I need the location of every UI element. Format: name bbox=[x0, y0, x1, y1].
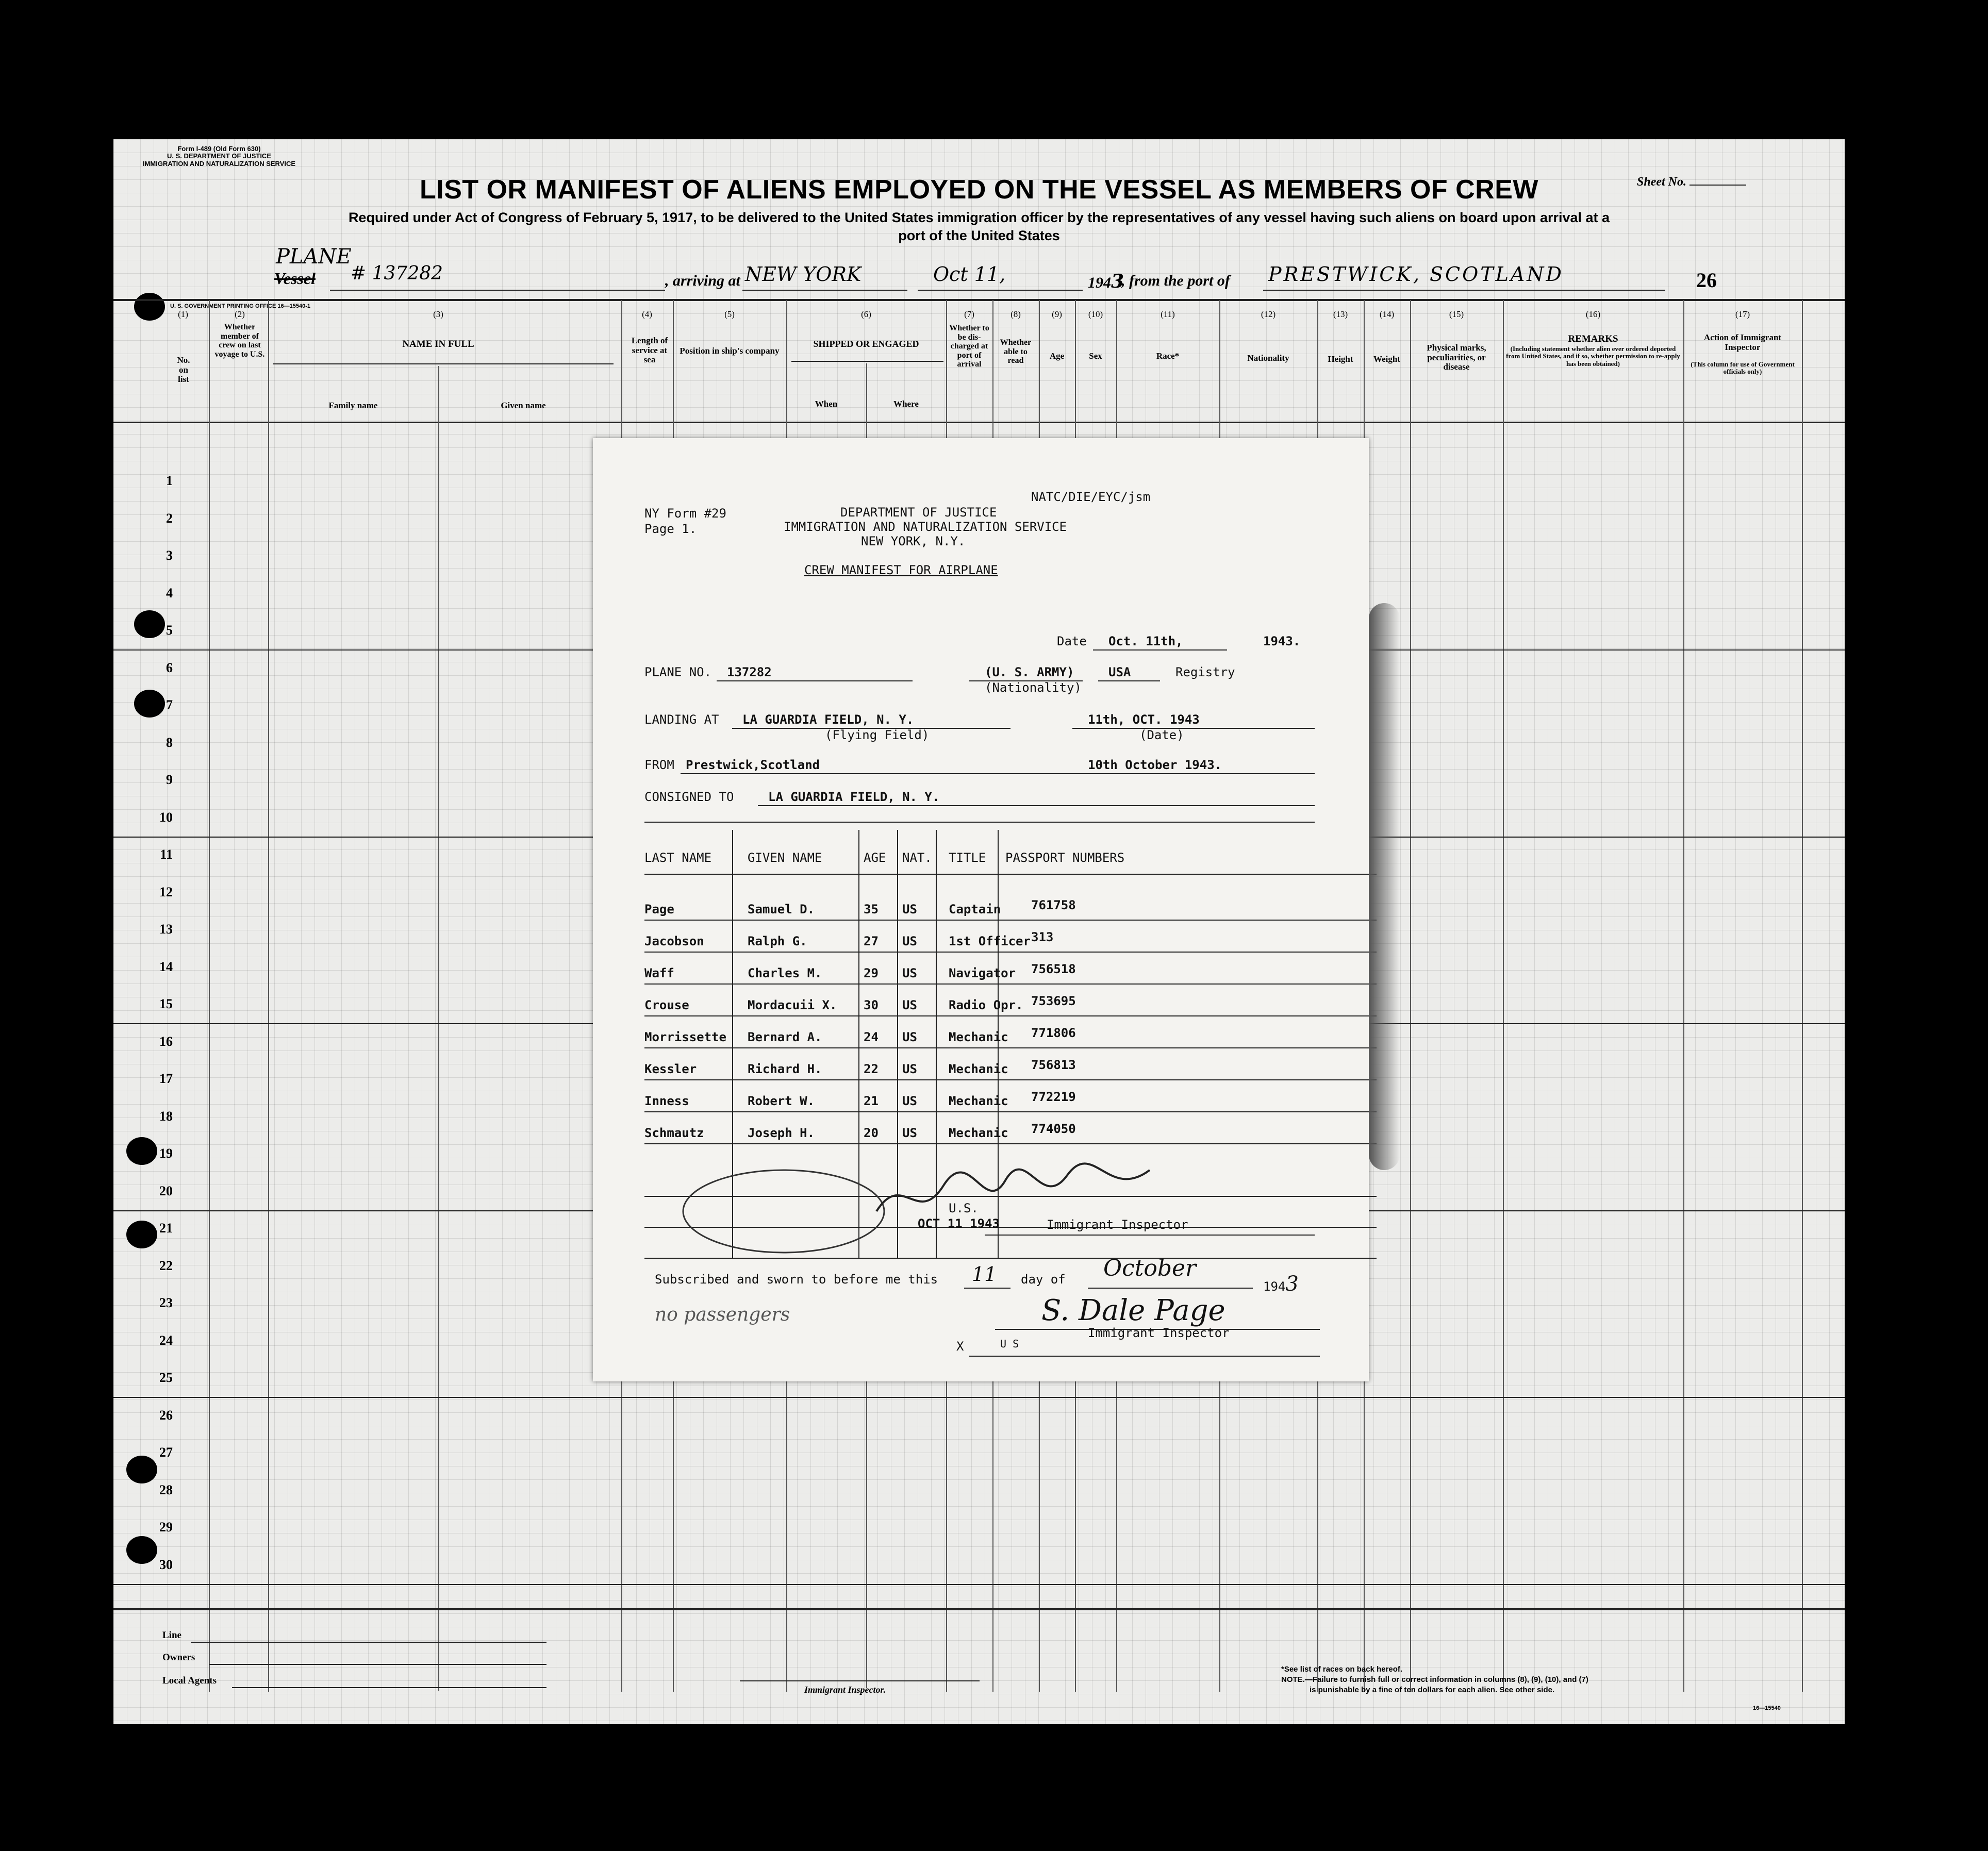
crew-age: 24 bbox=[864, 1030, 879, 1044]
year-digit: 3 bbox=[1111, 271, 1124, 292]
footer-owners-label: Owners bbox=[162, 1652, 195, 1663]
plane-handwritten: PLANE bbox=[276, 245, 352, 269]
col-head-height: Height bbox=[1328, 354, 1353, 364]
attach-registry-label: Registry bbox=[1175, 665, 1235, 679]
col-num-15: (15) bbox=[1449, 309, 1464, 319]
col-num-1: (1) bbox=[178, 309, 188, 319]
row-number: 6 bbox=[166, 660, 173, 675]
row-number: 4 bbox=[166, 585, 173, 601]
col-num-14: (14) bbox=[1379, 309, 1395, 319]
attach-plane-value: 137282 bbox=[727, 665, 772, 679]
crew-given: Charles M. bbox=[748, 966, 822, 980]
col-head-given-name: Given name bbox=[501, 401, 546, 410]
attach-landing-label: LANDING AT bbox=[644, 712, 719, 727]
col-num-13: (13) bbox=[1333, 309, 1348, 319]
crew-age: 27 bbox=[864, 934, 879, 948]
crew-title: Radio Opr. bbox=[949, 998, 1023, 1012]
attach-from-label: FROM bbox=[644, 758, 674, 772]
col-note-remarks: (Including statement whether alien ever ordered deported from United States, and if so, whether permission to re-apply has been obtained) bbox=[1506, 345, 1680, 368]
crew-last: Kessler bbox=[644, 1062, 697, 1076]
attached-crew-manifest bbox=[593, 438, 1369, 1381]
row-number: 29 bbox=[159, 1520, 173, 1535]
attach-page: Page 1. bbox=[644, 522, 697, 536]
crew-passport: 313 bbox=[1031, 930, 1054, 944]
sworn-year bbox=[1263, 1272, 1299, 1296]
attach-inspector-label-2: Immigrant Inspector bbox=[1088, 1326, 1230, 1340]
crew-title: Captain bbox=[949, 902, 1001, 916]
row-number: 3 bbox=[166, 548, 173, 563]
crew-header-passport: PASSPORT NUMBERS bbox=[1005, 851, 1125, 865]
crew-passport: 772219 bbox=[1031, 1090, 1076, 1104]
row-number: 7 bbox=[166, 697, 173, 712]
attach-consigned-label: CONSIGNED TO bbox=[644, 790, 734, 804]
crew-header-age: AGE bbox=[864, 851, 886, 865]
stamp-us: U.S. bbox=[949, 1201, 979, 1215]
col-head-remarks: REMARKS bbox=[1568, 333, 1618, 344]
punch-hole bbox=[134, 293, 165, 321]
crew-given: Bernard A. bbox=[748, 1030, 822, 1044]
sworn-text: Subscribed and sworn to before me this bbox=[655, 1272, 938, 1287]
col-head-nationality: Nationality bbox=[1247, 353, 1289, 363]
crew-title: Navigator bbox=[949, 966, 1016, 980]
col-head-last-voyage: Whether member of crew on last voyage to U.S. bbox=[214, 323, 265, 359]
col-num-9: (9) bbox=[1052, 309, 1062, 319]
crew-nat: US bbox=[902, 902, 917, 916]
crew-nat: US bbox=[902, 1062, 917, 1076]
form-number: Form I-489 (Old Form 630) bbox=[177, 145, 261, 153]
crew-nat: US bbox=[902, 966, 917, 980]
col-head-when: When bbox=[815, 399, 838, 409]
col-num-6: (6) bbox=[861, 309, 871, 319]
row-number: 19 bbox=[159, 1146, 173, 1161]
footer-note-2: NOTE.—Failure to furnish full or correct information in columns (8), (9), (10), and (7) bbox=[1281, 1675, 1588, 1684]
col-head-physical: Physical marks, peculiarities, or disease bbox=[1427, 343, 1486, 372]
attach-from-value: Prestwick,Scotland bbox=[686, 758, 820, 772]
sheet-label: Sheet No. bbox=[1637, 175, 1686, 189]
col-num-8: (8) bbox=[1010, 309, 1021, 319]
crew-title: Mechanic bbox=[949, 1030, 1008, 1044]
row-number: 16 bbox=[159, 1033, 173, 1049]
row-number: 14 bbox=[159, 959, 173, 974]
printing-office: U. S. GOVERNMENT PRINTING OFFICE 16—15540-1 bbox=[170, 303, 311, 309]
row-number: 21 bbox=[159, 1221, 173, 1236]
row-group-rule bbox=[113, 1584, 1845, 1585]
row-number: 24 bbox=[159, 1332, 173, 1348]
crew-passport: 756518 bbox=[1031, 962, 1076, 976]
row-group-rule bbox=[113, 1397, 1845, 1398]
col-num-10: (10) bbox=[1088, 309, 1103, 319]
crew-nat: US bbox=[902, 934, 917, 948]
col-num-5: (5) bbox=[724, 309, 735, 319]
crew-age: 35 bbox=[864, 902, 879, 916]
margin-note: no passengers bbox=[655, 1304, 790, 1325]
col-head-age: Age bbox=[1049, 351, 1065, 361]
crew-title: Mechanic bbox=[949, 1094, 1008, 1108]
col-num-11: (11) bbox=[1161, 309, 1175, 319]
row-number: 27 bbox=[159, 1445, 173, 1460]
arriving-port: NEW YORK bbox=[745, 263, 862, 286]
crew-passport: 774050 bbox=[1031, 1122, 1076, 1136]
crew-title: Mechanic bbox=[949, 1062, 1008, 1076]
col-num-7: (7) bbox=[964, 309, 974, 319]
arriving-label: , arriving at bbox=[665, 272, 740, 289]
vessel-label: Vessel bbox=[274, 269, 316, 288]
crew-last: Schmautz bbox=[644, 1126, 704, 1140]
service: IMMIGRATION AND NATURALIZATION SERVICE bbox=[142, 159, 296, 168]
row-number: 9 bbox=[166, 772, 173, 787]
attach-form-no: NY Form #29 bbox=[644, 506, 726, 521]
col-head-read: Whether able to read bbox=[1000, 338, 1032, 365]
row-number: 11 bbox=[160, 847, 173, 862]
crew-last: Jacobson bbox=[644, 934, 704, 948]
row-number: 26 bbox=[159, 1407, 173, 1423]
crew-last: Morrissette bbox=[644, 1030, 726, 1044]
footer-note-1: *See list of races on back hereof. bbox=[1281, 1665, 1403, 1674]
crew-title: 1st Officer bbox=[949, 934, 1031, 948]
subtitle-2: port of the United States bbox=[898, 228, 1060, 243]
subtitle: Required under Act of Congress of February 5, 1917, to be delivered to the United States immigration officer by the representatives of any vessel having such aliens on board upon arrival at a bbox=[348, 210, 1610, 225]
row-number: 17 bbox=[159, 1071, 173, 1086]
year-prefix: 194 bbox=[1088, 274, 1111, 291]
col-head-service: Length of service at sea bbox=[631, 336, 668, 365]
crew-nat: US bbox=[902, 998, 917, 1012]
attach-landing-date-label: (Date) bbox=[1139, 728, 1184, 742]
crew-age: 29 bbox=[864, 966, 879, 980]
stamp-date: OCT 11 1943 bbox=[918, 1216, 1000, 1231]
manifest-sheet bbox=[113, 139, 1845, 1724]
col-head-family-name: Family name bbox=[328, 401, 378, 410]
crew-given: Mordacuii X. bbox=[748, 998, 837, 1012]
col-num-4: (4) bbox=[642, 309, 652, 319]
crew-header-title: TITLE bbox=[949, 851, 986, 865]
col-num-17: (17) bbox=[1735, 309, 1750, 319]
crew-header-last-name: LAST NAME bbox=[644, 851, 712, 865]
attach-inspector-label: Immigrant Inspector bbox=[1047, 1218, 1188, 1232]
row-number: 28 bbox=[159, 1482, 173, 1497]
crew-nat: US bbox=[902, 1094, 917, 1108]
crew-age: 20 bbox=[864, 1126, 879, 1140]
arrival-date: Oct 11, bbox=[933, 263, 1006, 286]
footer-agents-label: Local Agents bbox=[162, 1675, 217, 1686]
row-number: 8 bbox=[166, 735, 173, 750]
form-id bbox=[142, 145, 296, 168]
departure-port: PRESTWICK, SCOTLAND bbox=[1268, 263, 1564, 286]
crew-nat: US bbox=[902, 1126, 917, 1140]
row-number: 12 bbox=[159, 884, 173, 899]
col-head-position: Position in ship's company bbox=[680, 346, 780, 356]
crew-age: 22 bbox=[864, 1062, 879, 1076]
row-number: 22 bbox=[159, 1258, 173, 1273]
department: U. S. DEPARTMENT OF JUSTICE bbox=[167, 152, 271, 160]
row-number: 18 bbox=[159, 1108, 173, 1124]
sworn-year-digit: 3 bbox=[1285, 1272, 1299, 1296]
attach-heading: CREW MANIFEST FOR AIRPLANE bbox=[804, 563, 998, 577]
crew-passport: 761758 bbox=[1031, 898, 1076, 912]
crew-passport: 753695 bbox=[1031, 994, 1076, 1008]
crew-given: Joseph H. bbox=[748, 1126, 815, 1140]
footer-line-label: Line bbox=[162, 1630, 181, 1641]
crew-title: Mechanic bbox=[949, 1126, 1008, 1140]
sworn-year-prefix: 194 bbox=[1263, 1279, 1286, 1294]
crew-age: 21 bbox=[864, 1094, 879, 1108]
sworn-month: October bbox=[1103, 1255, 1197, 1281]
attach-date-label: Date bbox=[1057, 634, 1087, 648]
attach-date-value: Oct. 11th, bbox=[1108, 634, 1183, 648]
attach-plane-label: PLANE NO. bbox=[644, 665, 712, 679]
sworn-day: 11 bbox=[972, 1263, 997, 1286]
col-head-number: No. on list bbox=[177, 355, 190, 385]
col-head-where: Where bbox=[893, 399, 919, 409]
row-number: 15 bbox=[159, 996, 173, 1011]
stamp-oval bbox=[675, 1160, 892, 1263]
col-head-weight: Weight bbox=[1373, 354, 1400, 364]
sworn-day-label: day of bbox=[1021, 1272, 1066, 1287]
row-number: 2 bbox=[166, 510, 173, 526]
attach-from-date: 10th October 1943. bbox=[1088, 758, 1222, 772]
crew-given: Ralph G. bbox=[748, 934, 807, 948]
vessel-number: # 137282 bbox=[351, 263, 443, 284]
row-number: 1 bbox=[166, 473, 173, 488]
attach-city: NEW YORK, N.Y. bbox=[861, 534, 966, 548]
attach-registry-value: USA bbox=[1108, 665, 1131, 679]
crew-last: Waff bbox=[644, 966, 674, 980]
crew-last: Crouse bbox=[644, 998, 689, 1012]
crew-last: Page bbox=[644, 902, 674, 916]
col-num-16: (16) bbox=[1585, 309, 1601, 319]
col-head-shipped: SHIPPED OR ENGAGED bbox=[813, 339, 919, 349]
us-label: U S bbox=[1000, 1338, 1019, 1350]
crew-age: 30 bbox=[864, 998, 879, 1012]
attach-consigned-value: LA GUARDIA FIELD, N. Y. bbox=[768, 790, 940, 804]
attach-service: IMMIGRATION AND NATURALIZATION SERVICE bbox=[784, 520, 1067, 534]
col-head-action: Action of Immigrant Inspector bbox=[1703, 332, 1782, 352]
from-port-label: , from the port of bbox=[1121, 272, 1230, 289]
attach-dept: DEPARTMENT OF JUSTICE bbox=[840, 505, 997, 520]
row-number: 30 bbox=[159, 1557, 173, 1572]
crew-last: Inness bbox=[644, 1094, 689, 1108]
row-number: 25 bbox=[159, 1370, 173, 1385]
year-label bbox=[1088, 271, 1124, 292]
crew-passport: 756813 bbox=[1031, 1058, 1076, 1072]
col-num-3: (3) bbox=[433, 309, 443, 319]
x-mark: X bbox=[956, 1339, 964, 1354]
crew-given: Samuel D. bbox=[748, 902, 815, 916]
page-number: 26 bbox=[1696, 269, 1717, 292]
page-title: LIST OR MANIFEST OF ALIENS EMPLOYED ON THE VESSEL AS MEMBERS OF CREW bbox=[420, 175, 1538, 205]
row-number: 10 bbox=[159, 809, 173, 825]
col-head-race: Race* bbox=[1156, 351, 1180, 361]
row-number: 20 bbox=[159, 1183, 173, 1198]
row-number: 5 bbox=[166, 623, 173, 638]
attach-nationality-label: (Nationality) bbox=[985, 680, 1082, 695]
attach-ref: NATC/DIE/EYC/jsm bbox=[1031, 490, 1151, 504]
col-head-sex: Sex bbox=[1089, 351, 1102, 361]
col-head-discharged: Whether to be dis-charged at port of arrival bbox=[949, 324, 989, 369]
col-num-2: (2) bbox=[235, 309, 245, 319]
crew-header-given-name: GIVEN NAME bbox=[748, 851, 822, 865]
col-num-12: (12) bbox=[1261, 309, 1276, 319]
signature: S. Dale Page bbox=[1041, 1294, 1225, 1327]
attach-flying-field-label: (Flying Field) bbox=[825, 728, 930, 742]
attach-landing-date: 11th, OCT. 1943 bbox=[1088, 712, 1200, 727]
attach-landing-value: LA GUARDIA FIELD, N. Y. bbox=[742, 712, 914, 727]
row-number: 13 bbox=[159, 922, 173, 937]
attach-date-year: 1943. bbox=[1263, 634, 1301, 648]
col-note-action: (This column for use of Government officials only) bbox=[1691, 360, 1795, 376]
crew-passport: 771806 bbox=[1031, 1026, 1076, 1040]
footer-inspector-label: Immigrant Inspector. bbox=[804, 1685, 886, 1695]
crew-given: Robert W. bbox=[748, 1094, 815, 1108]
row-number: 23 bbox=[159, 1295, 173, 1310]
crew-nat: US bbox=[902, 1030, 917, 1044]
crew-header-nat: NAT. bbox=[902, 851, 932, 865]
attach-nationality-value: (U. S. ARMY) bbox=[985, 665, 1074, 679]
crew-given: Richard H. bbox=[748, 1062, 822, 1076]
footer-code: 16—15540 bbox=[1753, 1705, 1781, 1711]
footer-note-3: is punishable by a fine of ten dollars for each alien. See other side. bbox=[1310, 1686, 1555, 1694]
col-head-name: NAME IN FULL bbox=[402, 339, 474, 349]
